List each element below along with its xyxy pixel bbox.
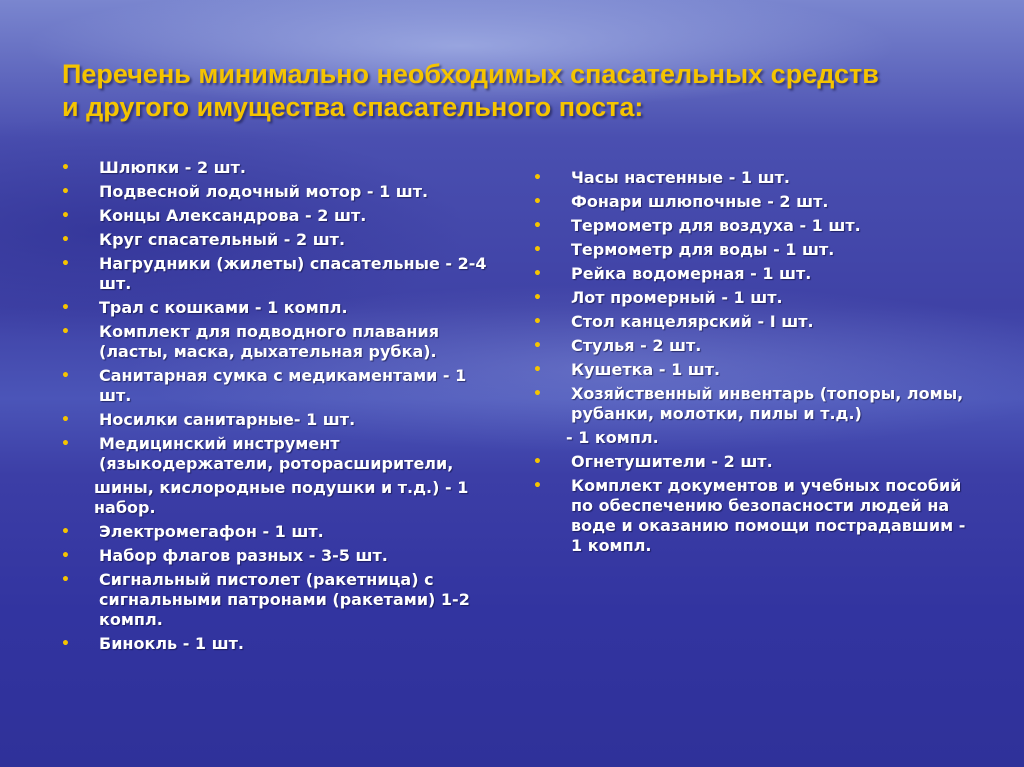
list-item [532, 192, 972, 212]
bullet-icon: • [61, 368, 70, 384]
bullet-icon: • [61, 572, 70, 588]
list-item-text: Шлюпки - 2 шт. [99, 158, 246, 177]
list-item [532, 384, 972, 424]
list-item-text: Нагрудники (жилеты) спасательные - 2-4 шт. [99, 254, 487, 293]
bullet-icon: • [61, 524, 70, 540]
list-item [60, 254, 500, 294]
list-item [532, 288, 972, 308]
list-item [532, 216, 972, 236]
bullet-icon: • [61, 184, 70, 200]
list-item-text: - 1 компл. [566, 428, 659, 447]
bullet-icon: • [533, 338, 542, 354]
bullet-icon: • [61, 300, 70, 316]
bullet-icon: • [61, 256, 70, 272]
list-item-text: Носилки санитарные- 1 шт. [99, 410, 356, 429]
list-item [532, 360, 972, 380]
list-item-text: Хозяйственный инвентарь (топоры, ломы, рубанки, молотки, пилы и т.д.) [571, 384, 964, 423]
list-item-text: Набор флагов разных - 3-5 шт. [99, 546, 388, 565]
bullet-icon: • [533, 170, 542, 186]
bullet-icon: • [61, 324, 70, 340]
list-item-text: Стол канцелярский - I шт. [571, 312, 814, 331]
bullet-icon: • [61, 208, 70, 224]
list-item [532, 428, 972, 448]
list-item [60, 230, 500, 250]
list-item-text: Термометр для воды - 1 шт. [571, 240, 835, 259]
bullet-icon: • [533, 478, 542, 494]
list-item-text: Фонари шлюпочные - 2 шт. [571, 192, 829, 211]
list-item [532, 240, 972, 260]
list-item [60, 366, 500, 406]
list-item-text: Электромегафон - 1 шт. [99, 522, 324, 541]
list-item-text: Лот промерный - 1 шт. [571, 288, 783, 307]
list-item-text: Стулья - 2 шт. [571, 336, 702, 355]
list-item [60, 322, 500, 362]
list-item [532, 452, 972, 472]
bullet-icon: • [61, 412, 70, 428]
list-item [60, 570, 500, 630]
list-item [60, 206, 500, 226]
list-item [60, 182, 500, 202]
list-item-text: Санитарная сумка с медикаментами - 1 шт. [99, 366, 467, 405]
bullet-icon: • [61, 160, 70, 176]
bullet-icon: • [533, 362, 542, 378]
list-item [532, 336, 972, 356]
list-item-text: Круг спасательный - 2 шт. [99, 230, 346, 249]
list-item-text: Бинокль - 1 шт. [99, 634, 244, 653]
slide-title [62, 58, 982, 124]
list-item-text: Кушетка - 1 шт. [571, 360, 721, 379]
title-line-1: Перечень минимально необходимых спасательных средств [62, 59, 879, 89]
list-item-text: Часы настенные - 1 шт. [571, 168, 790, 187]
bullet-icon: • [533, 454, 542, 470]
list-item [60, 158, 500, 178]
title-line-2: и другого имущества спасательного поста: [62, 92, 644, 122]
bullet-icon: • [533, 386, 542, 402]
list-item-text: Трал с кошками - 1 компл. [99, 298, 348, 317]
list-item-text: Комплект для подводного плавания (ласты, маска, дыхательная рубка). [99, 322, 439, 361]
list-item-text: Огнетушители - 2 шт. [571, 452, 773, 471]
bullet-icon: • [533, 194, 542, 210]
list-item-text: Термометр для воздуха - 1 шт. [571, 216, 861, 235]
list-item [60, 546, 500, 566]
list-item [60, 434, 500, 474]
list-item [532, 476, 972, 556]
right-column-list [532, 168, 972, 560]
list-item [532, 312, 972, 332]
list-item-text: Комплект документов и учебных пособий по обеспечению безопасности людей на воде и оказанию помощи пострадавшим - 1 компл. [571, 476, 966, 555]
bullet-icon: • [533, 266, 542, 282]
bullet-icon: • [533, 218, 542, 234]
list-item-text: Рейка водомерная - 1 шт. [571, 264, 812, 283]
list-item [60, 298, 500, 318]
bullet-icon: • [61, 232, 70, 248]
bullet-icon: • [533, 290, 542, 306]
bullet-icon: • [61, 436, 70, 452]
list-item-text: Медицинский инструмент (языкодержатели, роторасширители, [99, 434, 454, 473]
list-item [60, 410, 500, 430]
bullet-icon: • [61, 636, 70, 652]
list-item [60, 634, 500, 654]
bullet-icon: • [61, 548, 70, 564]
list-item-text: шины, кислородные подушки и т.д.) - 1 набор. [94, 478, 469, 517]
bullet-icon: • [533, 314, 542, 330]
bullet-icon: • [533, 242, 542, 258]
list-item [60, 522, 500, 542]
list-item-text: Концы Александрова - 2 шт. [99, 206, 367, 225]
list-item [532, 168, 972, 188]
list-item-text: Сигнальный пистолет (ракетница) с сигнальными патронами (ракетами) 1-2 компл. [99, 570, 470, 629]
list-item [532, 264, 972, 284]
left-column-list [60, 158, 500, 658]
list-item [60, 478, 500, 518]
list-item-text: Подвесной лодочный мотор - 1 шт. [99, 182, 429, 201]
